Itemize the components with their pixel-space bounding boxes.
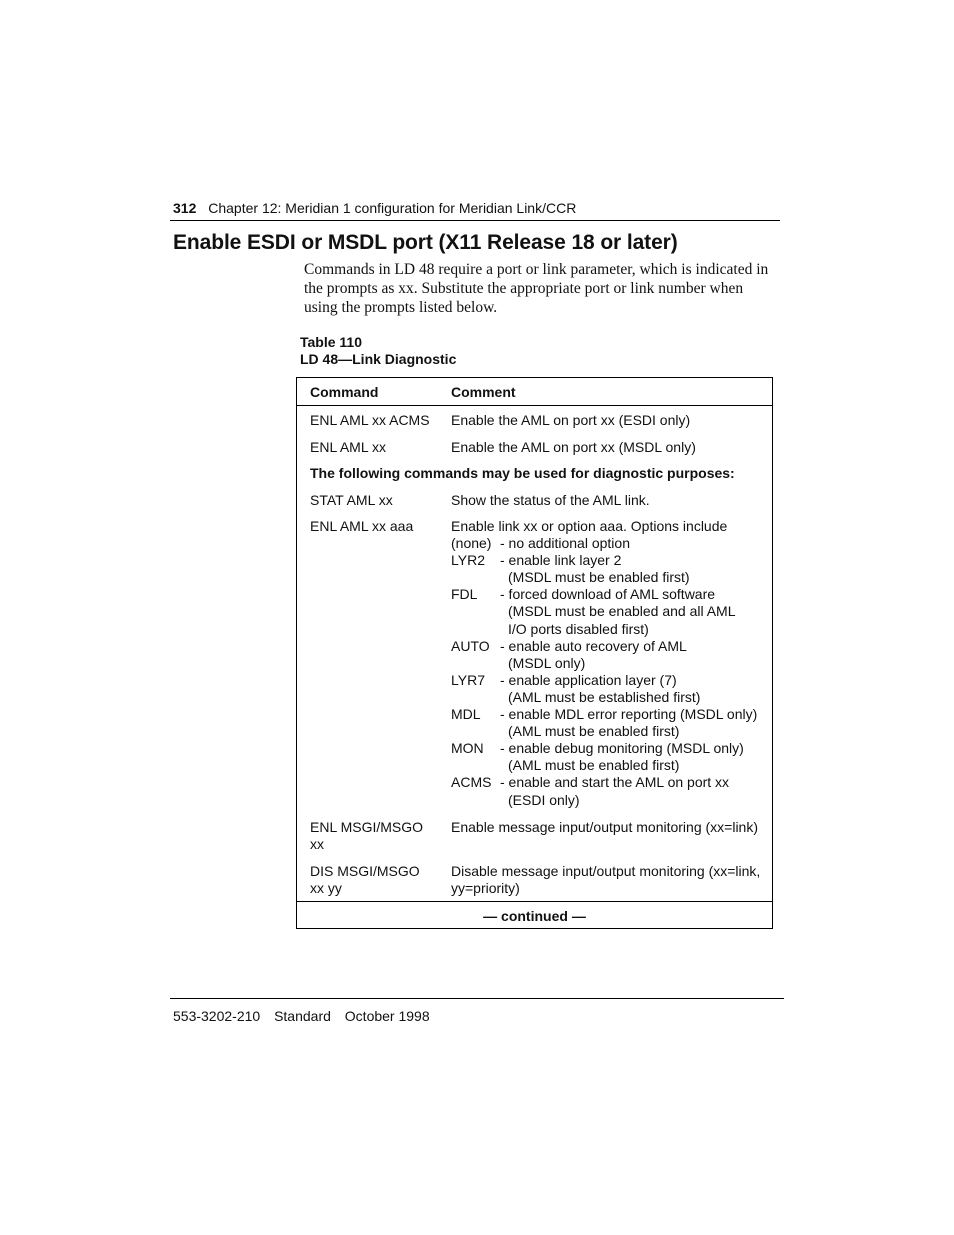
running-header <box>173 200 780 216</box>
intro-paragraph: Commands in LD 48 require a port or link parameter, which is indicated in the prompts as xx. Substitute the appropriate port or link number when using the prompts listed below. <box>304 261 769 316</box>
table-row-comment: Disable message input/output monitoring (xx=link, <box>451 863 761 879</box>
option-description: - enable auto recovery of AML <box>500 637 687 654</box>
table-row-command: DIS MSGI/MSGO <box>310 863 420 879</box>
table-row-command-cont: xx yy <box>310 880 342 896</box>
option-key: FDL <box>451 586 478 603</box>
table-row-comment-cont: yy=priority) <box>451 880 520 896</box>
table-number: Table 110 <box>300 334 363 350</box>
table-caption <box>300 334 456 368</box>
option-description: - enable and start the AML on port xx <box>500 774 730 791</box>
header-rule <box>170 220 780 221</box>
option-description: (MSDL only) <box>508 654 586 671</box>
option-key: LYR2 <box>451 552 485 569</box>
table-header-rule <box>296 405 773 406</box>
column-header-comment: Comment <box>451 384 516 400</box>
option-description: I/O ports disabled first) <box>508 620 649 637</box>
option-key: AUTO <box>451 637 490 654</box>
diagnostic-note: The following commands may be used for diagnostic purposes: <box>310 465 735 481</box>
option-description: (AML must be enabled first) <box>508 723 680 740</box>
option-description: (MSDL must be enabled first) <box>508 569 690 586</box>
table-row-command: ENL AML xx <box>310 439 386 455</box>
option-key: (none) <box>451 535 492 551</box>
option-description: - no additional option <box>500 535 630 551</box>
table-row-comment: Enable the AML on port xx (MSDL only) <box>451 439 696 455</box>
table-row-command: ENL AML xx ACMS <box>310 412 430 428</box>
option-description: (AML must be established first) <box>508 688 701 705</box>
page-footer <box>173 1008 440 1024</box>
option-description: - enable debug monitoring (MSDL only) <box>500 740 744 757</box>
column-header-command: Command <box>310 384 379 400</box>
page-number: 312 <box>173 200 197 216</box>
chapter-title: Chapter 12: Meridian 1 configuration for Meridian Link/CCR <box>208 200 577 216</box>
table-row-command: ENL MSGI/MSGO <box>310 819 424 835</box>
option-description: - enable MDL error reporting (MSDL only) <box>500 706 758 722</box>
option-key: MDL <box>451 706 481 722</box>
option-key: ACMS <box>451 774 492 791</box>
table-row-comment: Enable link xx or option aaa. Options include <box>451 518 728 534</box>
option-description: - enable link layer 2 <box>500 552 622 569</box>
table-row-command-cont: xx <box>310 836 324 852</box>
section-title: Enable ESDI or MSDL port (X11 Release 18 or later) <box>173 231 678 254</box>
table-row-comment: Enable message input/output monitoring (xx=link) <box>451 819 759 835</box>
option-key: MON <box>451 740 484 757</box>
option-description: (ESDI only) <box>508 791 580 808</box>
option-description: - enable application layer (7) <box>500 671 677 688</box>
option-description: (AML must be enabled first) <box>508 757 680 774</box>
doc-status: Standard <box>274 1008 331 1024</box>
option-description: - forced download of AML software <box>500 586 716 603</box>
table-title: LD 48—Link Diagnostic <box>300 351 457 367</box>
footer-rule <box>170 998 784 999</box>
table-row-comment: Enable the AML on port xx (ESDI only) <box>451 412 691 428</box>
table-row-command: STAT AML xx <box>310 492 393 508</box>
option-description: (MSDL must be enabled and all AML <box>508 603 736 620</box>
table-row-command: ENL AML xx aaa <box>310 518 414 534</box>
option-key: LYR7 <box>451 671 485 688</box>
table-footer-rule <box>296 901 773 902</box>
doc-number: 553-3202-210 <box>173 1008 261 1024</box>
continued-marker: — continued — <box>483 908 586 924</box>
table-row-comment: Show the status of the AML link. <box>451 492 650 508</box>
doc-date: October 1998 <box>344 1008 430 1024</box>
